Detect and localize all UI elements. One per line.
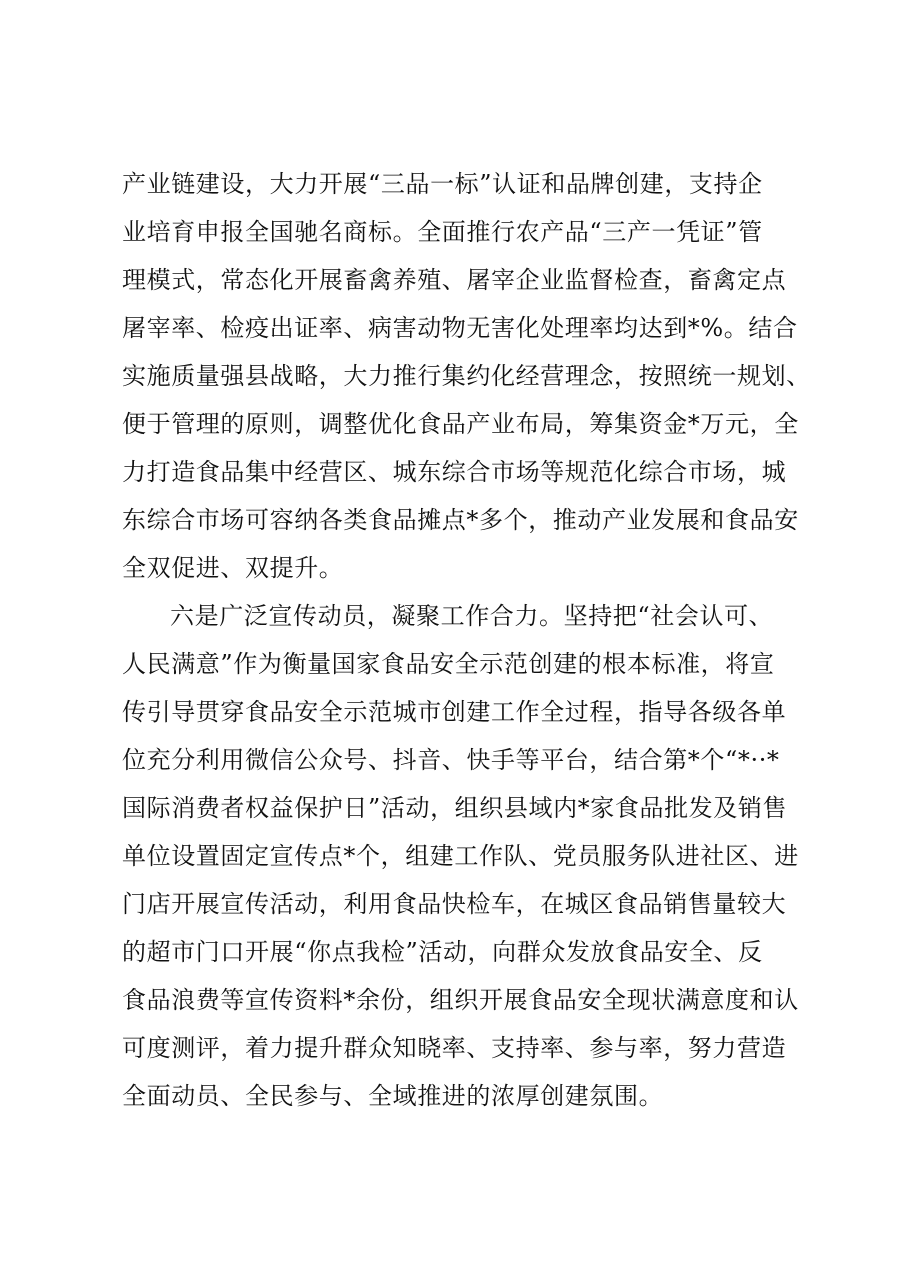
paragraph-line: 传引导贯穿食品安全示范城市创建工作全过程，指导各级各单 [122, 698, 787, 726]
paragraph-line: 实施质量强县战略，大力推行集约化经营理念，按照统一规划、 [122, 362, 811, 390]
paragraph-line: 便于管理的原则，调整优化食品产业布局，筹集资金*万元，全 [122, 410, 799, 438]
paragraph-line: 门店开展宣传活动，利用食品快检车，在城区食品销售量较大 [122, 890, 787, 918]
paragraph-line: 东综合市场可容纳各类食品摊点*多个，推动产业发展和食品安 [122, 506, 799, 534]
paragraph-line: 产业链建设，大力开展“三品一标”认证和品牌创建，支持企 [122, 170, 763, 198]
paragraph-line: 全面动员、全民参与、全域推进的浓厚创建氛围。 [122, 1082, 664, 1110]
paragraph-line: 屠宰率、检疫出证率、病害动物无害化处理率均达到*%。结合 [122, 314, 798, 342]
paragraph-line: 力打造食品集中经营区、城东综合市场等规范化综合市场，城 [122, 458, 787, 486]
paragraph-line: 理模式，常态化开展畜禽养殖、屠宰企业监督检查，畜禽定点 [122, 266, 787, 294]
paragraph-line: 业培育申报全国驰名商标。全面推行农产品“三产一凭证”管 [122, 218, 763, 246]
paragraph-line: 可度测评，着力提升群众知晓率、支持率、参与率，努力营造 [122, 1034, 787, 1062]
paragraph-line: 食品浪费等宣传资料*余份，组织开展食品安全现状满意度和认 [122, 986, 799, 1014]
paragraph-line: 位充分利用微信公众号、抖音、快手等平台，结合第*个“*··* [122, 746, 780, 774]
paragraph-line: 的超市门口开展“你点我检”活动，向群众发放食品安全、反 [122, 938, 763, 966]
paragraph-line: 全双促进、双提升。 [122, 554, 344, 582]
paragraph-line: 六是广泛宣传动员，凝聚工作合力。坚持把“社会认可、 [170, 602, 774, 630]
paragraph-line: 单位设置固定宣传点*个，组建工作队、党员服务队进社区、进 [122, 842, 799, 870]
paragraph-line: 人民满意”作为衡量国家食品安全示范创建的根本标准，将宣 [122, 650, 775, 678]
paragraph-line: 国际消费者权益保护日”活动，组织县域内*家食品批发及销售 [122, 794, 788, 822]
